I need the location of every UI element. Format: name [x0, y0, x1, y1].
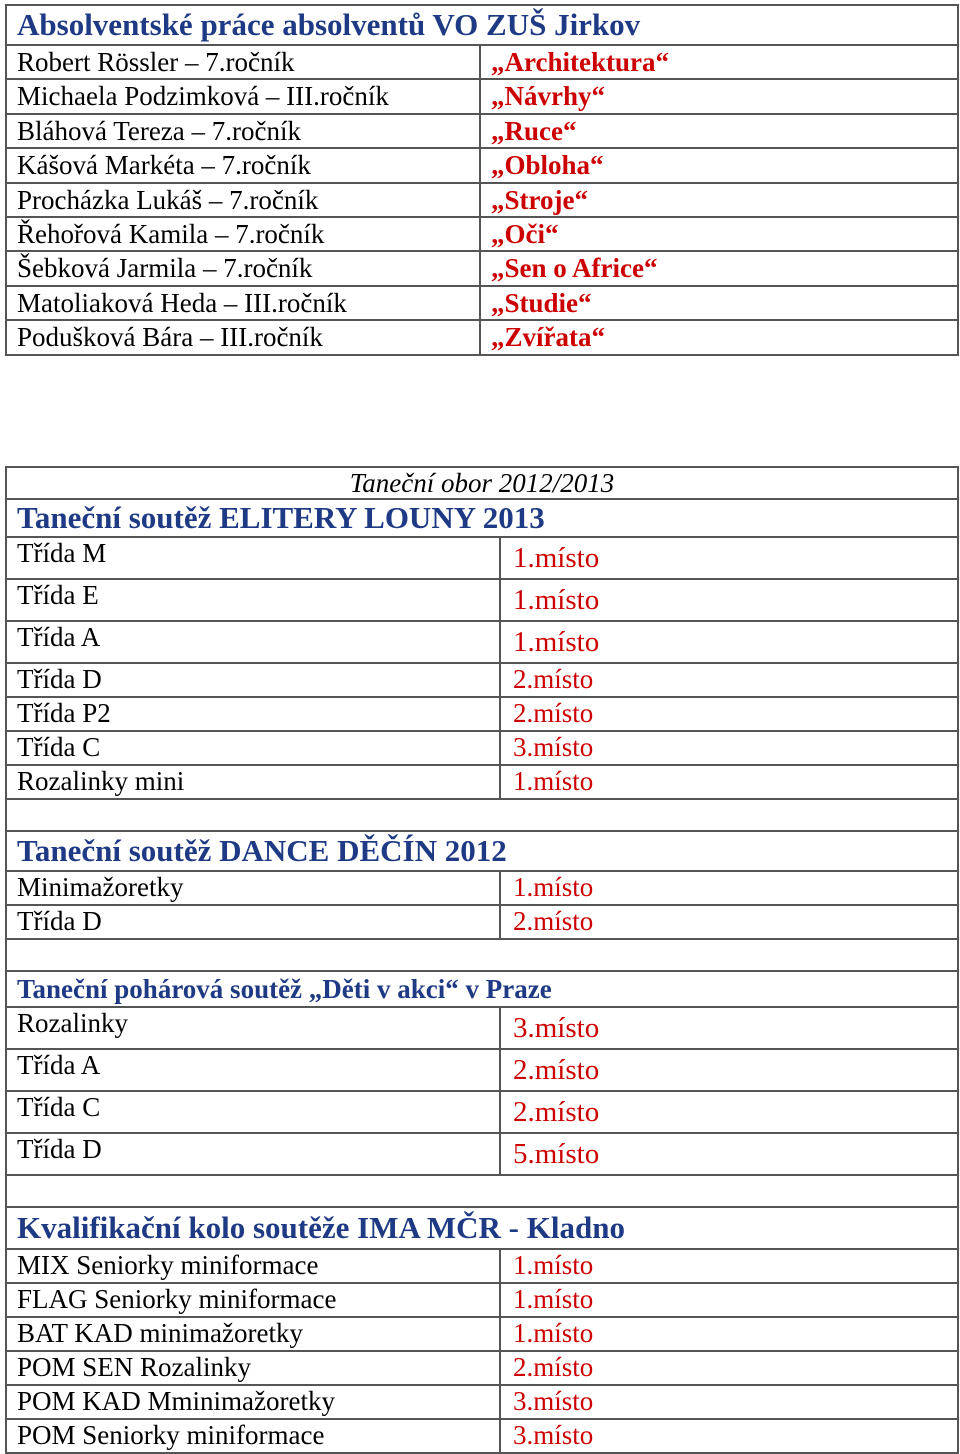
row-label: Třída D: [6, 663, 500, 697]
table-row: [6, 1317, 958, 1351]
row-label: Třída C: [6, 1091, 500, 1133]
graduate-work: „Architektura“: [480, 45, 958, 79]
table-row: [6, 663, 958, 697]
table-row: [6, 1249, 958, 1283]
table-row: [6, 697, 958, 731]
row-label: Třída C: [6, 731, 500, 765]
dance-table: [5, 466, 959, 1454]
table-row: [6, 79, 958, 113]
table-row: [6, 621, 958, 663]
row-label: Třída M: [6, 537, 500, 579]
graduate-name: Michaela Podzimková – III.ročník: [6, 79, 480, 113]
row-label: BAT KAD minimažoretky: [6, 1317, 500, 1351]
graduate-name: Bláhová Tereza – 7.ročník: [6, 114, 480, 148]
spacer-row: [6, 1175, 958, 1207]
row-place: 3.místo: [500, 1385, 958, 1419]
section-title: Kvalifikační kolo soutěže IMA MČR - Kladno: [6, 1207, 958, 1249]
table-row: [6, 183, 958, 217]
row-label: Třída E: [6, 579, 500, 621]
table-row: [6, 537, 958, 579]
row-label: POM SEN Rozalinky: [6, 1351, 500, 1385]
table-row: [6, 320, 958, 354]
graduate-work: „Oči“: [480, 217, 958, 251]
table-row: [6, 871, 958, 905]
table-row: [6, 45, 958, 79]
row-place: 3.místo: [500, 1007, 958, 1049]
table-row: [6, 731, 958, 765]
row-place: 1.místo: [500, 537, 958, 579]
row-place: 1.místo: [500, 579, 958, 621]
spacer-row: [6, 799, 958, 831]
table-row: [6, 905, 958, 939]
section-title: Taneční pohárová soutěž „Děti v akci“ v Praze: [6, 971, 958, 1007]
table-row: [6, 1049, 958, 1091]
row-place: 1.místo: [500, 1249, 958, 1283]
row-label: Třída D: [6, 1133, 500, 1175]
table-row: [6, 765, 958, 799]
row-label: Třída D: [6, 905, 500, 939]
graduate-name: Podušková Bára – III.ročník: [6, 320, 480, 354]
graduates-table: [5, 4, 959, 356]
table-row: [6, 148, 958, 182]
row-label: Minimažoretky: [6, 871, 500, 905]
section-title: Taneční soutěž DANCE DĚČÍN 2012: [6, 831, 958, 871]
graduate-name: Robert Rössler – 7.ročník: [6, 45, 480, 79]
row-label: POM Seniorky miniformace: [6, 1419, 500, 1453]
row-place: 3.místo: [500, 1419, 958, 1453]
row-label: Rozalinky: [6, 1007, 500, 1049]
row-place: 2.místo: [500, 905, 958, 939]
row-label: Třída A: [6, 1049, 500, 1091]
graduate-name: Procházka Lukáš – 7.ročník: [6, 183, 480, 217]
row-place: 1.místo: [500, 621, 958, 663]
graduate-name: Kášová Markéta – 7.ročník: [6, 148, 480, 182]
graduate-work: „Studie“: [480, 286, 958, 320]
row-label: Třída A: [6, 621, 500, 663]
row-label: POM KAD Mminimažoretky: [6, 1385, 500, 1419]
graduate-work: „Stroje“: [480, 183, 958, 217]
row-label: Rozalinky mini: [6, 765, 500, 799]
row-place: 5.místo: [500, 1133, 958, 1175]
table-row: [6, 1091, 958, 1133]
row-place: 2.místo: [500, 1049, 958, 1091]
row-place: 1.místo: [500, 871, 958, 905]
row-label: MIX Seniorky miniformace: [6, 1249, 500, 1283]
graduates-title: Absolventské práce absolventů VO ZUŠ Jirkov: [6, 5, 958, 45]
row-place: 1.místo: [500, 1317, 958, 1351]
table-row: [6, 251, 958, 285]
row-place: 2.místo: [500, 663, 958, 697]
table-row: [6, 1385, 958, 1419]
graduate-work: „Obloha“: [480, 148, 958, 182]
table-row: [6, 217, 958, 251]
graduate-name: Řehořová Kamila – 7.ročník: [6, 217, 480, 251]
row-place: 2.místo: [500, 697, 958, 731]
section-title: Taneční soutěž ELITERY LOUNY 2013: [6, 499, 958, 537]
table-row: [6, 1007, 958, 1049]
graduate-work: „Sen o Africe“: [480, 251, 958, 285]
row-label: FLAG Seniorky miniformace: [6, 1283, 500, 1317]
graduate-work: „Ruce“: [480, 114, 958, 148]
table-row: [6, 1133, 958, 1175]
dance-heading: Taneční obor 2012/2013: [6, 467, 958, 499]
table-row: [6, 579, 958, 621]
table-row: [6, 286, 958, 320]
table-row: [6, 114, 958, 148]
row-place: 1.místo: [500, 1283, 958, 1317]
graduate-name: Matoliaková Heda – III.ročník: [6, 286, 480, 320]
row-place: 1.místo: [500, 765, 958, 799]
table-row: [6, 1283, 958, 1317]
row-place: 3.místo: [500, 731, 958, 765]
spacer-row: [6, 939, 958, 971]
graduate-work: „Návrhy“: [480, 79, 958, 113]
row-place: 2.místo: [500, 1091, 958, 1133]
graduate-work: „Zvířata“: [480, 320, 958, 354]
row-label: Třída P2: [6, 697, 500, 731]
graduate-name: Šebková Jarmila – 7.ročník: [6, 251, 480, 285]
row-place: 2.místo: [500, 1351, 958, 1385]
table-row: [6, 1351, 958, 1385]
